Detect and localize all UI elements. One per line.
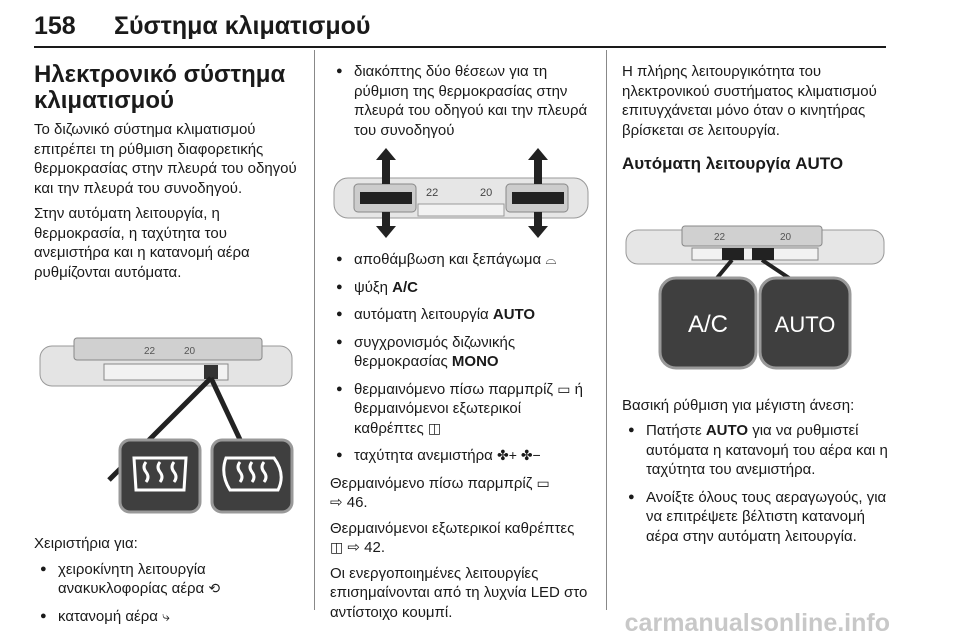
page-reference-arrow-icon: ⇨ (347, 539, 360, 556)
list-item: ● θερμαινόμενο πίσω παρμπρίζ ▭ ή θερμαινόμενοι εξωτερικοί καθρέπτες ◫ (330, 380, 592, 439)
climate-panel-auto-figure (622, 220, 888, 370)
fan-speed-icon: ✤+ ✤− (497, 447, 541, 463)
list-item: ● διακόπτης δύο θέσεων για τη ρύθμιση της θερμοκρασίας στην πλευρά του οδηγού και την πλευρά του συνοδηγού (330, 62, 592, 140)
column-divider (314, 50, 315, 610)
ac-button-label: A/C (687, 310, 729, 338)
list-item: ● Πατήστε AUTO για να ρυθμιστεί αυτόματα η κατανομή του αέρα και η ταχύτητα του ανεμιστήρα. (622, 421, 888, 480)
page-reference[interactable]: 42. (364, 539, 386, 556)
panel-temp-right: 20 (480, 187, 493, 199)
paragraph: Βασική ρύθμιση για μέγιστη άνεση: (622, 396, 855, 414)
heated-mirror-icon: ◫ (330, 539, 344, 555)
panel-temp-left: 22 (426, 187, 439, 199)
bullet-list (34, 560, 302, 627)
panel-temp-left: 22 (714, 231, 726, 243)
bullet-list (622, 421, 888, 546)
panel-temp-right: 20 (780, 231, 792, 243)
recirculation-icon: ⟲ (208, 580, 221, 596)
column-2 (330, 62, 592, 628)
list-item: ● αυτόματη λειτουργία AUTO (330, 305, 592, 325)
list-item: ● Ανοίξτε όλους τους αεραγωγούς, για να επιτρέψετε βέλτιστη κατανομή αέρα στην αυτόματη λειτουργία. (622, 488, 888, 547)
air-distribution-icon: ⤷ (162, 607, 170, 624)
list-item: ● ταχύτητα ανεμιστήρα ✤+ ✤− (330, 446, 592, 466)
list-item: ● κατανομή αέρα ⤷ (34, 607, 302, 627)
panel-temp-left: 22 (144, 346, 156, 357)
paragraph: Θερμαινόμενοι εξωτερικοί καθρέπτες ◫ ⇨ 42. (330, 519, 575, 556)
list-item: ● ψύξη A/C (330, 278, 592, 298)
climate-panel-temperature-figure (330, 148, 592, 240)
climate-panel-rear-defrost-figure (34, 320, 296, 530)
paragraph: Οι ενεργοποιημένες λειτουργίες επισημαίνονται από τη λυχνία LED στο αντίστοιχο κουμπί. (330, 564, 588, 621)
page-title: Σύστημα κλιματισμού (114, 12, 371, 40)
rear-window-heating-icon: ▭ (536, 474, 550, 491)
bullet-list (330, 62, 592, 140)
paragraph: Η πλήρης λειτουργικότητα του ηλεκτρονικού συστήματος κλιματισμού επιτυγχάνεται μόνο όταν ο κινητήρας βρίσκεται σε λειτουργία. (622, 63, 877, 139)
passenger-temperature-switch (512, 192, 564, 204)
watermark: carmanualsonline.info (624, 609, 890, 637)
controls-label: Χειριστήρια για: (34, 535, 138, 552)
page-reference-arrow-icon: ⇨ (330, 494, 343, 511)
column-divider (606, 50, 607, 610)
auto-button-label: AUTO (774, 311, 836, 337)
list-item: ● χειροκίνητη λειτουργία ανακυκλοφορίας αέρα ⟲ (34, 560, 302, 599)
page-number: 158 (34, 12, 76, 40)
list-item: ● συγχρονισμός διζωνικής θερμοκρασίας MONO (330, 333, 592, 372)
section-heading: Αυτόματη λειτουργία AUTO (622, 154, 844, 173)
paragraph: Θερμαινόμενο πίσω παρμπρίζ ▭ ⇨ 46. (330, 474, 550, 511)
list-item: ● αποθάμβωση και ξεπάγωμα ⌓ (330, 250, 592, 270)
page-header (34, 6, 886, 48)
bullet-list (330, 250, 592, 466)
panel-temp-right: 20 (184, 346, 196, 357)
rear-window-heating-icon: ▭ (557, 380, 571, 397)
heated-mirror-icon: ◫ (427, 419, 442, 436)
page-reference[interactable]: 46. (346, 494, 368, 511)
column-1 (34, 62, 302, 634)
rear-defrost-panel-button (204, 365, 218, 379)
paragraph: Το διζωνικό σύστημα κλιματισμού επιτρέπει τη ρύθμιση διαφορετικής θερμοκρασίας στην πλευρά του οδηγού και την πλευρά του συνοδηγού. (34, 121, 297, 197)
column-3 (622, 62, 888, 554)
windscreen-defrost-icon: ⌓ (545, 251, 557, 267)
section-heading: Ηλεκτρονικό σύστημα κλιματισμού (34, 61, 286, 114)
driver-temperature-switch (360, 192, 412, 204)
paragraph: Στην αυτόματη λειτουργία, η θερμοκρασία, η ταχύτητα του ανεμιστήρα και η κατανομή αέρα ρυθμίζονται αυτόματα. (34, 205, 250, 281)
